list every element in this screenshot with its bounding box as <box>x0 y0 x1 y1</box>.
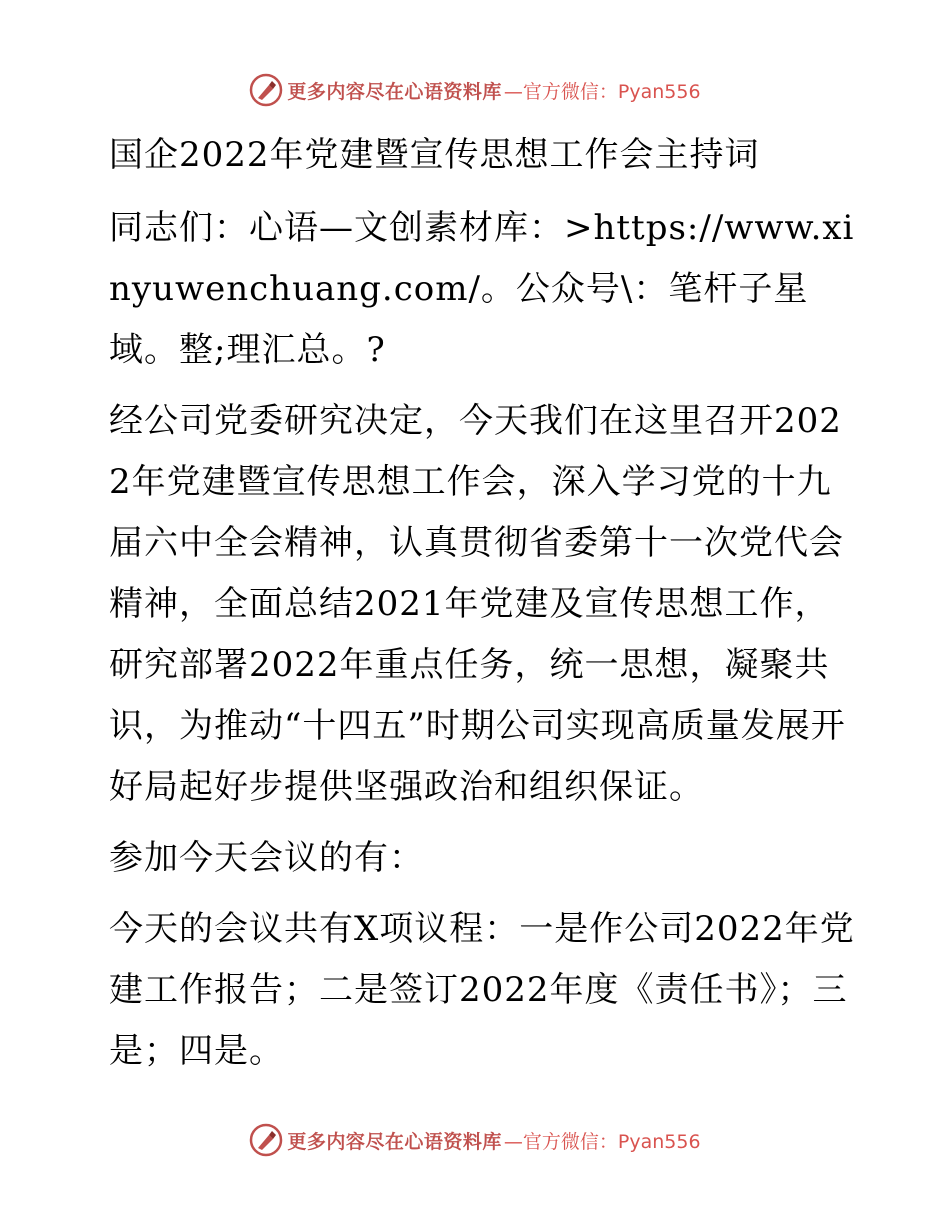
paragraph-attendees: 参加今天会议的有： <box>109 838 424 878</box>
watermark-site-text: 更多内容尽在心语资料库 <box>287 80 502 103</box>
watermark-contact-text: —官方微信：Pyan556 <box>503 1130 701 1153</box>
footer-watermark <box>0 1122 950 1158</box>
header-watermark <box>0 72 950 108</box>
watermark-site-text: 更多内容尽在心语资料库 <box>287 1130 502 1153</box>
watermark-contact-text: —官方微信：Pyan556 <box>503 80 701 103</box>
document-title: 国企2022年党建暨宣传思想工作会主持词 <box>109 135 760 175</box>
paragraph-agenda: 今天的会议共有X项议程：一是作公司2022年党建工作报告；二是签订2022年度《责任书》；三是；四是。 <box>109 909 855 1071</box>
document-body <box>97 125 857 1092</box>
paragraph-greeting: 同志们：心语—文创素材库：>https://www.xinyuwenchuang.com/。公众号\：笔杆子星域。整;理汇总。? <box>109 208 855 370</box>
paragraph-introduction: 经公司党委研究决定，今天我们在这里召开2022年党建暨宣传思想工作会，深入学习党的十九届六中全会精神，认真贯彻省委第十一次党代会精神，全面总结2021年党建及宣传思想工作，研究部署2022年重点任务，统一思想，凝聚共识，为推动“十四五”时期公司实现高质量发展开好局起好步提供坚强政治和组织保证。 <box>109 401 846 807</box>
pen-nib-logo-icon <box>249 73 283 107</box>
pen-nib-logo-icon <box>249 1123 283 1157</box>
